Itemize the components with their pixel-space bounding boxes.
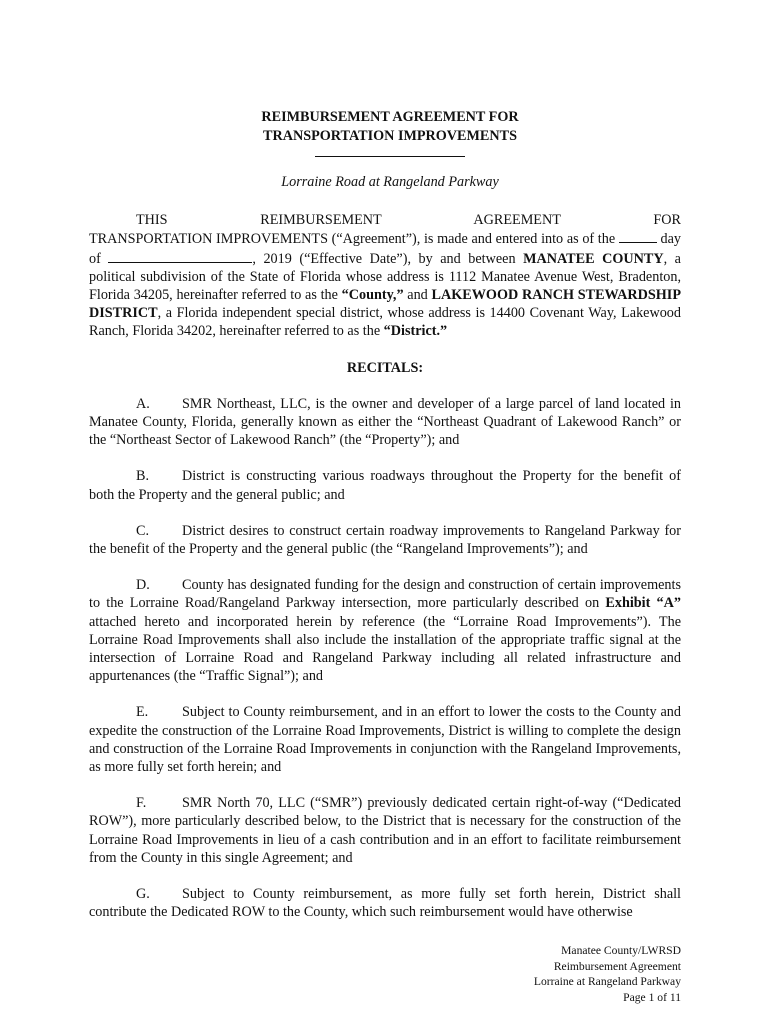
intro-text-2: day of [89, 231, 681, 267]
intro-text-1: IMPROVEMENTS (“Agreement”), is made and entered into as of the [216, 231, 619, 248]
county-ref: “County,” [341, 287, 404, 304]
recital-e [89, 703, 681, 776]
recital-letter: C. [136, 522, 150, 539]
county-name: MANATEE COUNTY [523, 250, 664, 267]
recitals-heading: RECITALS: [346, 359, 424, 376]
page-number: Page 1 of 11 [623, 990, 681, 1004]
intro-text-4: , a political subdivision of the State of Florida whose address is 1112 Manatee Avenue West, Bradenton, Florida 34205, hereinafter referred to as the [89, 250, 681, 304]
intro-paragraph [89, 211, 681, 340]
recital-letter: D. [136, 577, 150, 594]
recital-f [89, 794, 681, 867]
intro-text-5: and [403, 287, 432, 304]
district-ref: “District.” [383, 323, 448, 340]
recital-text: District desires to construct certain roadway improvements to Rangeland Parkway for the benefit of the Property and the general public (the “Rangeland Improvements”); and [89, 522, 681, 558]
recital-letter: F. [136, 795, 147, 812]
intro-text-3: , 2019 (“Effective Date”), by and between [252, 250, 524, 267]
recital-text-before: County has designated funding for the design and construction of certain improvements to the Lorraine Road/Rangeland Parkway intersection, more particularly described on [89, 577, 681, 612]
page-footer [534, 943, 681, 1005]
title-line-1: REIMBURSEMENT AGREEMENT FOR [261, 109, 519, 125]
recital-letter: B. [136, 468, 150, 485]
document-subtitle: Lorraine Road at Rangeland Parkway [281, 174, 499, 190]
document-title [99, 108, 681, 146]
district-name: LAKEWOOD RANCH STEWARDSHIP DISTRICT [89, 287, 681, 322]
recital-letter: A. [136, 395, 150, 412]
recital-text: Subject to County reimbursement, as more fully set forth herein, District shall contribute the Dedicated ROW to the County, which such reimbursement would have otherwise [89, 886, 681, 921]
recital-text-after: attached hereto and incorporated herein by reference (the “Lorraine Road Improvements”). The Lorraine Road Improvements shall also include the installation of the appropriate traffic signal at the intersection of Lorraine Road and Rangeland Parkway including all related infrastructure and appurtenances (the “Traffic Signal”); and [89, 613, 681, 685]
day-blank [619, 229, 657, 243]
footer-line-2: Reimbursement Agreement [553, 959, 681, 973]
recital-a [89, 395, 681, 450]
month-blank [108, 249, 252, 263]
recital-d [89, 576, 681, 685]
recital-text: SMR North 70, LLC (“SMR”) previously dedicated certain right-of-way (“Dedicated ROW”), more particularly described below, to the District that is necessary for the construction of the Lorraine Road Improvements in lieu of a cash contribution and in an effort to facilitate reimbursement from the County in this single Agreement; and [89, 795, 681, 866]
recital-text: Subject to County reimbursement, and in an effort to lower the costs to the County and expedite the construction of the Lorraine Road Improvements, District is willing to complete the design and construction of the Lorraine Road Improvements in conjunction with the Rangeland Improvements, as more fully set forth herein; and [89, 704, 681, 776]
recital-text: District is constructing various roadways throughout the Property for the benefit of both the Property and the general public; and [89, 468, 681, 503]
title-underline [315, 156, 465, 157]
footer-line-3: Lorraine at Rangeland Parkway [533, 975, 681, 988]
recital-g [89, 885, 681, 921]
recital-text: SMR Northeast, LLC, is the owner and developer of a large parcel of land located in Manatee County, Florida, generally known as either the “Northeast Quadrant of Lakewood Ranch” or the “Northeast Sector of Lakewood Ranch” (the “Property”); and [89, 395, 681, 449]
recital-letter: E. [136, 704, 149, 721]
title-line-2: TRANSPORTATION IMPROVEMENTS [263, 128, 517, 144]
footer-line-1: Manatee County/LWRSD [561, 944, 681, 957]
exhibit-reference: Exhibit “A” [605, 595, 681, 612]
intro-text-6: , a Florida independent special district, whose address is 14400 Covenant Way, Lakewood Ranch, Florida 34202, hereinafter referred to as the [89, 305, 681, 340]
recital-c [89, 522, 681, 558]
recital-letter: G. [136, 886, 150, 903]
intro-lead-words: THIS REIMBURSEMENT AGREEMENT FOR TRANSPORTATION [89, 212, 681, 248]
recital-b [89, 467, 681, 503]
